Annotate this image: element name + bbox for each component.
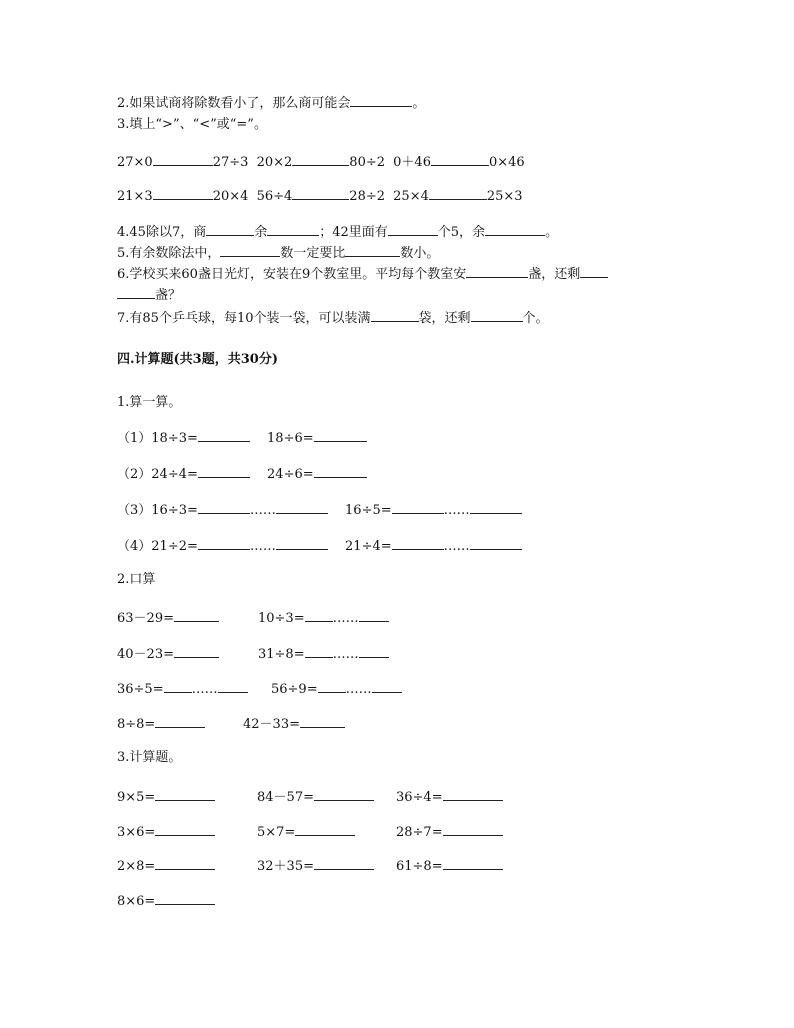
punctuation: 。: [412, 96, 426, 111]
expression: 25×4: [393, 189, 429, 204]
answer-blank[interactable]: [314, 857, 374, 870]
expression: 21×3: [117, 189, 153, 204]
quotient-blank[interactable]: [305, 609, 333, 622]
remainder-dots: ……: [332, 647, 359, 662]
calc-row-3: [117, 501, 522, 519]
answer-blank[interactable]: [314, 465, 367, 478]
expression: 20×4: [212, 189, 249, 204]
question-text: 4.45除以7，商: [117, 225, 207, 240]
compare-blank[interactable]: [153, 187, 213, 200]
question-5: [117, 244, 439, 262]
expression: 8×6=: [117, 894, 156, 909]
answer-blank[interactable]: [155, 892, 215, 905]
remainder-dots: ……: [191, 682, 218, 697]
remainder-dots: ……: [249, 539, 276, 554]
expression: 63－29=: [117, 611, 174, 626]
remainder-blank[interactable]: [470, 501, 522, 514]
punctuation: 。: [545, 225, 559, 240]
mental-row-2: [117, 645, 359, 663]
question-2-text: 2.如果试商将除数看小了，那么商可能会: [117, 96, 351, 111]
expression: 31÷8=: [258, 647, 305, 662]
remainder-blank[interactable]: [372, 680, 402, 693]
answer-blank[interactable]: [295, 823, 355, 836]
answer-blank[interactable]: [155, 857, 215, 870]
expression: 8÷8=: [117, 717, 156, 732]
expression: 27÷3: [212, 155, 249, 170]
answer-blank[interactable]: [155, 788, 215, 801]
compare-row-1: [117, 153, 525, 171]
mental-row-1: [117, 609, 359, 627]
question-6: [117, 265, 608, 283]
answer-blank[interactable]: [443, 823, 503, 836]
question-text: 数一定要比: [280, 246, 346, 261]
item-number: （4）: [117, 539, 152, 554]
answer-blank[interactable]: [471, 309, 523, 322]
expression: 24÷6=: [267, 467, 314, 482]
remainder-blank[interactable]: [276, 537, 328, 550]
remainder-blank[interactable]: [470, 537, 522, 550]
remainder-dots: ……: [443, 539, 470, 554]
answer-blank-start[interactable]: [580, 265, 608, 278]
expression: 56÷9=: [271, 682, 318, 697]
expression: 84－57=: [257, 790, 314, 805]
quotient-blank[interactable]: [164, 680, 192, 693]
expression: 0×46: [488, 155, 525, 170]
answer-blank[interactable]: [314, 429, 367, 442]
quotient-blank[interactable]: [305, 645, 333, 658]
expression: 21÷2=: [151, 539, 198, 554]
mental-row-4: [117, 715, 300, 733]
compute-row-1: [117, 788, 443, 806]
expression: 42－33=: [243, 717, 300, 732]
answer-blank[interactable]: [314, 788, 374, 801]
expression: 20×2: [256, 155, 293, 170]
answer-blank[interactable]: [388, 223, 438, 236]
question-text: 盏？: [155, 288, 182, 303]
expression: 28÷2: [349, 189, 386, 204]
compare-blank[interactable]: [153, 153, 213, 166]
expression: 32＋35=: [257, 859, 314, 874]
question-7: [117, 309, 549, 327]
expression: 9×5=: [117, 790, 156, 805]
punctuation: 个。: [522, 311, 549, 326]
section-heading: 四.计算题(共3题，共30分): [117, 352, 278, 367]
remainder-dots: ……: [443, 503, 470, 518]
quotient-blank[interactable]: [392, 501, 444, 514]
expression: 3×6=: [117, 825, 156, 840]
question-3-title: 3.填上“>”、“<”或“=”。: [117, 117, 267, 132]
answer-blank[interactable]: [371, 309, 419, 322]
quotient-blank[interactable]: [198, 537, 250, 550]
compare-blank[interactable]: [292, 153, 349, 166]
expression: 56÷4: [256, 189, 293, 204]
remainder-dots: ……: [249, 503, 276, 518]
remainder-blank[interactable]: [359, 609, 389, 622]
answer-blank[interactable]: [350, 94, 412, 107]
calc-row-1: [117, 429, 367, 447]
question-text: ；42里面有: [319, 225, 388, 240]
remainder-blank[interactable]: [218, 680, 248, 693]
calc-row-4: [117, 537, 522, 555]
answer-blank-end[interactable]: [117, 286, 155, 299]
expression: 24÷4=: [151, 467, 198, 482]
part-2-title: 2.口算: [117, 572, 156, 587]
expression: 0＋46: [393, 155, 431, 170]
question-text: 数小。: [400, 246, 440, 261]
answer-blank[interactable]: [174, 645, 219, 658]
answer-blank[interactable]: [443, 788, 503, 801]
quotient-blank[interactable]: [198, 501, 250, 514]
answer-blank[interactable]: [220, 244, 280, 257]
answer-blank[interactable]: [485, 223, 545, 236]
expression: 61÷8=: [396, 859, 443, 874]
part-1-title: 1.算一算。: [117, 395, 182, 410]
expression: 21÷4=: [345, 539, 392, 554]
answer-blank[interactable]: [300, 715, 345, 728]
expression: 5×7=: [257, 825, 296, 840]
expression: 16÷5=: [345, 503, 392, 518]
expression: 25×3: [486, 189, 523, 204]
item-number: （2）: [117, 467, 152, 482]
expression: 80÷2: [349, 155, 386, 170]
compare-blank[interactable]: [429, 187, 487, 200]
remainder-blank[interactable]: [359, 645, 389, 658]
item-number: （1）: [117, 431, 152, 446]
expression: 36÷4=: [396, 790, 443, 805]
expression: 18÷6=: [267, 431, 314, 446]
compare-blank[interactable]: [431, 153, 489, 166]
answer-blank[interactable]: [466, 265, 528, 278]
remainder-blank[interactable]: [276, 501, 328, 514]
expression: 36÷5=: [117, 682, 164, 697]
answer-blank[interactable]: [443, 857, 503, 870]
question-6-continued: [117, 286, 181, 304]
question-text: 余: [254, 225, 268, 240]
answer-blank[interactable]: [267, 223, 319, 236]
compare-blank[interactable]: [292, 187, 349, 200]
compare-row-2: [117, 187, 523, 205]
expression: 16÷3=: [151, 503, 198, 518]
answer-blank[interactable]: [206, 223, 254, 236]
compute-row-3: [117, 857, 443, 875]
answer-blank[interactable]: [345, 244, 400, 257]
question-text: 盏，还剩: [528, 267, 581, 282]
remainder-dots: ……: [332, 611, 359, 626]
question-text: 5.有余数除法中，: [117, 246, 221, 261]
mental-row-3: [117, 680, 372, 698]
expression: 10÷3=: [258, 611, 305, 626]
expression: 40－23=: [117, 647, 174, 662]
question-2: [117, 94, 425, 112]
expression: 27×0: [117, 155, 153, 170]
expression: 28÷7=: [396, 825, 443, 840]
calc-row-2: [117, 465, 367, 483]
question-text: 6.学校买来60盏日光灯，安装在9个教室里。平均每个教室安: [117, 267, 467, 282]
question-text: 个5，余: [437, 225, 486, 240]
compute-row-2: [117, 823, 443, 841]
answer-blank[interactable]: [198, 429, 250, 442]
answer-blank[interactable]: [198, 465, 250, 478]
quotient-blank[interactable]: [318, 680, 346, 693]
expression: 2×8=: [117, 859, 156, 874]
answer-blank[interactable]: [155, 715, 205, 728]
answer-blank[interactable]: [174, 609, 219, 622]
remainder-dots: ……: [345, 682, 372, 697]
quotient-blank[interactable]: [392, 537, 444, 550]
question-text: 袋，还剩: [418, 311, 471, 326]
expression: 18÷3=: [151, 431, 198, 446]
answer-blank[interactable]: [155, 823, 215, 836]
compute-row-4: [117, 892, 215, 910]
question-text: 7.有85个乒乓球，每10个装一袋，可以装满: [117, 311, 371, 326]
question-4: [117, 223, 558, 241]
part-3-title: 3.计算题。: [117, 750, 182, 765]
item-number: （3）: [117, 503, 152, 518]
